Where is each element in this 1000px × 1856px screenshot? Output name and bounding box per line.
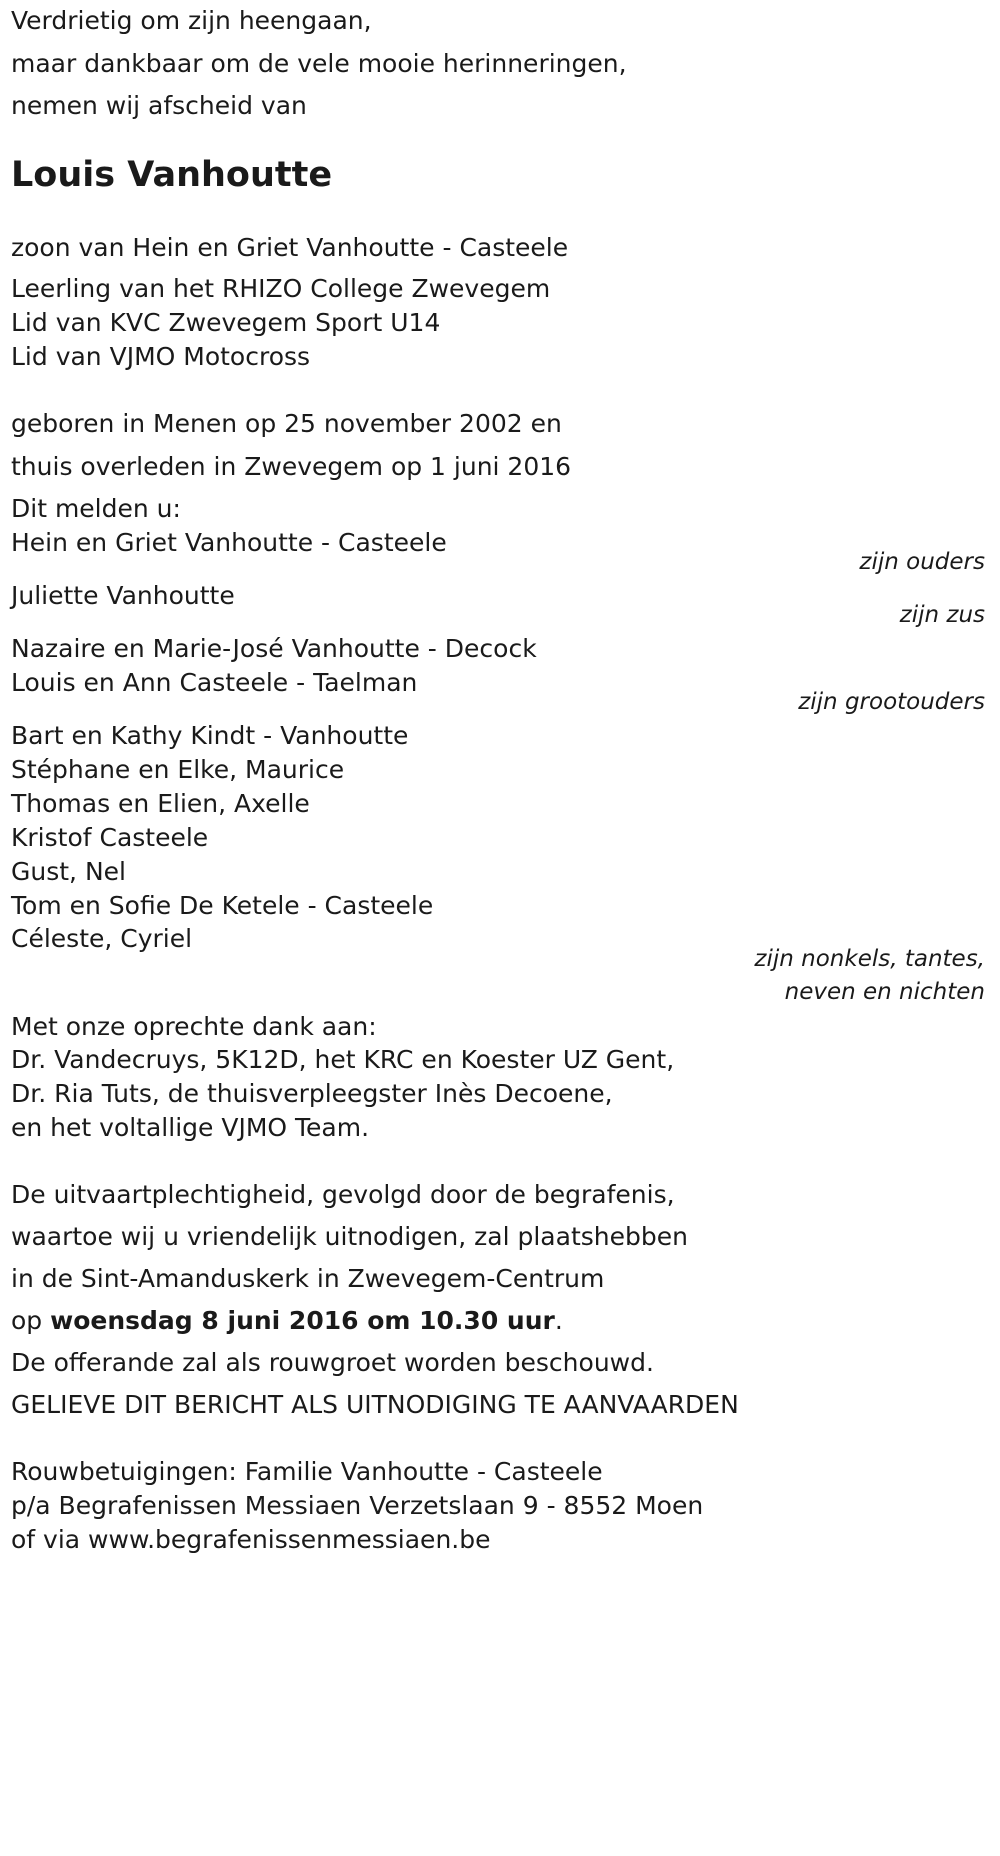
ceremony-offering: De offerande zal als rouwgroet worden beschouwd. <box>11 1348 654 1377</box>
family-parents-relation: zijn ouders <box>859 549 985 575</box>
intro-line: nemen wij afscheid van <box>11 91 307 120</box>
ceremony-date <box>11 1306 563 1336</box>
condolences-line: Rouwbetuigingen: Familie Vanhoutte - Casteele <box>11 1457 603 1486</box>
about-line: zoon van Hein en Griet Vanhoutte - Casteele <box>11 233 569 262</box>
family-relative-name: Céleste, Cyriel <box>11 924 193 953</box>
intro-line: Verdrietig om zijn heengaan, <box>11 6 372 35</box>
ceremony-date-prefix: op <box>11 1306 51 1335</box>
condolences-website[interactable]: of via www.begrafenissenmessiaen.be <box>11 1525 491 1554</box>
announcers-intro: Dit melden u: <box>11 494 181 523</box>
family-sister-name: Juliette Vanhoutte <box>11 581 235 610</box>
death-line: thuis overleden in Zwevegem op 1 juni 2016 <box>11 452 572 481</box>
birth-line: geboren in Menen op 25 november 2002 en <box>11 409 562 438</box>
thanks-line: Dr. Ria Tuts, de thuisverpleegster Inès Decoene, <box>11 1079 613 1108</box>
family-relative-name: Stéphane en Elke, Maurice <box>11 755 345 784</box>
family-relative-name: Thomas en Elien, Axelle <box>11 789 310 818</box>
ceremony-line: waartoe wij u vriendelijk uitnodigen, zal plaatshebben <box>11 1222 688 1251</box>
family-grandparents-name: Nazaire en Marie-José Vanhoutte - Decock <box>11 634 537 663</box>
ceremony-line: in de Sint-Amanduskerk in Zwevegem-Centrum <box>11 1264 605 1293</box>
ceremony-date-bold: woensdag 8 juni 2016 om 10.30 uur <box>50 1306 555 1335</box>
thanks-line: Met onze oprechte dank aan: <box>11 1012 377 1041</box>
about-line: Lid van VJMO Motocross <box>11 342 311 371</box>
condolences-line: p/a Begrafenissen Messiaen Verzetslaan 9 - 8552 Moen <box>11 1491 704 1520</box>
thanks-line: en het voltallige VJMO Team. <box>11 1113 370 1142</box>
intro-line: maar dankbaar om de vele mooie herinneringen, <box>11 49 627 78</box>
about-line: Lid van KVC Zwevegem Sport U14 <box>11 308 441 337</box>
family-relative-name: Tom en Sofie De Ketele - Casteele <box>11 891 434 920</box>
ceremony-line: De uitvaartplechtigheid, gevolgd door de begrafenis, <box>11 1180 675 1209</box>
family-parents-name: Hein en Griet Vanhoutte - Casteele <box>11 528 447 557</box>
family-relatives-relation: neven en nichten <box>784 979 985 1005</box>
ceremony-date-suffix: . <box>554 1306 563 1335</box>
family-grandparents-relation: zijn grootouders <box>798 689 985 715</box>
family-grandparents-name: Louis en Ann Casteele - Taelman <box>11 668 418 697</box>
family-sister-relation: zijn zus <box>899 602 985 628</box>
family-relative-name: Gust, Nel <box>11 857 126 886</box>
deceased-name: Louis Vanhoutte <box>11 155 333 195</box>
ceremony-invitation: GELIEVE DIT BERICHT ALS UITNODIGING TE AANVAARDEN <box>11 1390 739 1419</box>
family-relative-name: Bart en Kathy Kindt - Vanhoutte <box>11 721 409 750</box>
family-relative-name: Kristof Casteele <box>11 823 209 852</box>
family-relatives-relation: zijn nonkels, tantes, <box>754 946 985 972</box>
thanks-line: Dr. Vandecruys, 5K12D, het KRC en Koester UZ Gent, <box>11 1045 675 1074</box>
about-line: Leerling van het RHIZO College Zwevegem <box>11 274 551 303</box>
